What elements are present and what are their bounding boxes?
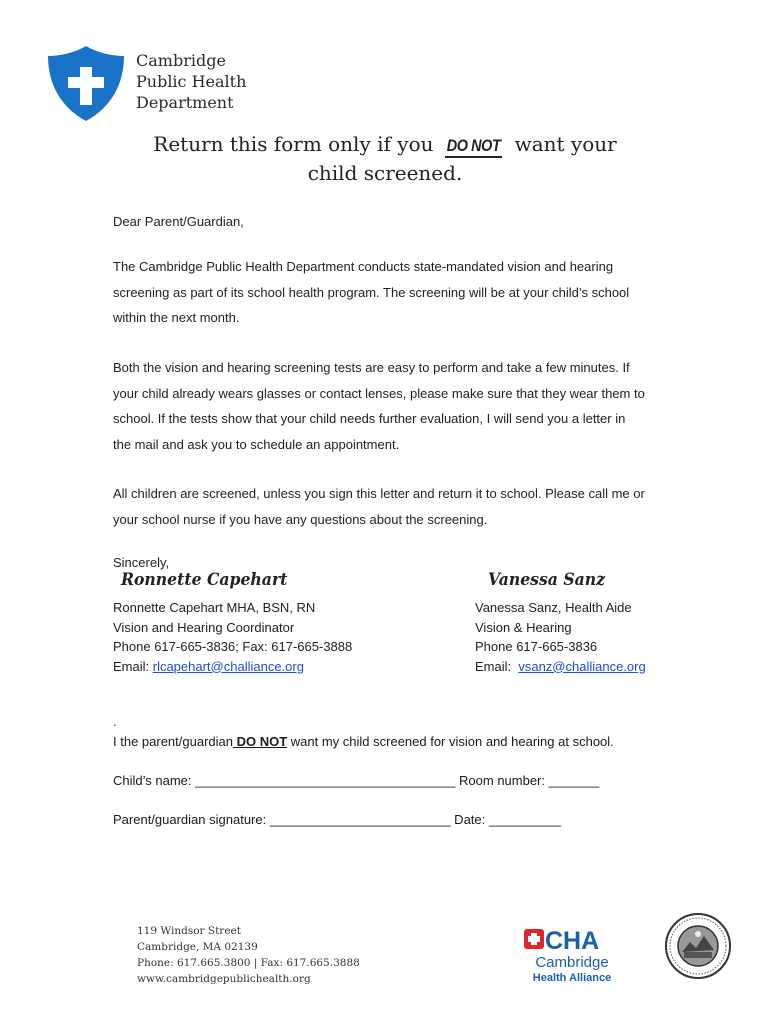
paragraph-2: Both the vision and hearing screening tests are easy to perform and take a few minutes. If your child already wears glasses or contact lenses, please make sure that they wear them to school. If the tests show that your child needs further evaluation, I will send you a letter in the mail and ask you to schedule an appointment. xyxy=(113,360,645,452)
heading-emphasis: DO NOT xyxy=(445,136,502,158)
signer-name: Ronnette Capehart MHA, BSN, RN xyxy=(113,600,316,615)
org-name: Cambridge Public Health Department xyxy=(136,51,247,112)
email-link-sanz[interactable]: vsanz@challiance.org xyxy=(518,658,646,674)
form-heading xyxy=(0,130,770,188)
signer-title: Vision & Hearing xyxy=(475,619,572,635)
heading-text-after: want your xyxy=(514,132,617,156)
signer-email-row: Email: rlcapehart@challiance.org xyxy=(113,658,304,674)
parent-signature-field[interactable]: Parent/guardian signature: _________________________ Date: __________ xyxy=(113,812,562,827)
contact-block-sanz xyxy=(475,598,646,676)
signature-sanz: Vanessa Sanz xyxy=(488,570,606,590)
city-seal-icon xyxy=(664,912,732,980)
signer-title: Vision and Hearing Coordinator xyxy=(113,619,295,635)
closing: Sincerely, xyxy=(113,555,170,570)
child-name-field[interactable]: Child’s name: ____________________________________ Room number: _______ xyxy=(113,773,600,788)
heading-line-2: child screened. xyxy=(307,161,463,185)
signature-capehart: Ronnette Capehart xyxy=(121,570,288,590)
cha-line-2: Health Alliance xyxy=(532,972,612,984)
paragraph-1: The Cambridge Public Health Department conducts state-mandated vision and hearing screening as part of its school health program. The screening will be at your child’s school within the next month. xyxy=(113,259,630,325)
cha-logo-icon xyxy=(522,925,622,987)
optout-statement: I the parent/guardian DO NOT want my child screened for vision and hearing at school. xyxy=(113,734,614,749)
salutation: Dear Parent/Guardian, xyxy=(113,214,244,229)
signer-phone: Phone 617-665-3836 xyxy=(475,639,598,654)
cha-mark: CHA xyxy=(545,927,600,955)
signer-email-row: Email: vsanz@challiance.org xyxy=(475,658,646,674)
shield-cross-icon xyxy=(44,43,128,123)
signer-name: Vanessa Sanz, Health Aide xyxy=(475,600,632,615)
cha-line-1: Cambridge xyxy=(535,954,609,971)
separator-dot: . xyxy=(113,714,117,729)
optout-emphasis: DO NOT xyxy=(232,734,288,749)
footer-address: 119 Windsor Street Cambridge, MA 02139 Phone: 617.665.3800 | Fax: 617.665.3888 www.cambridgepublichealth.org xyxy=(137,925,360,985)
signer-phone: Phone 617-665-3836; Fax: 617-665-3888 xyxy=(113,639,353,654)
heading-text: Return this form only if you xyxy=(153,132,434,156)
paragraph-3: All children are screened, unless you sign this letter and return it to school. Please call me or your school nurse if you have any questions about the screening. xyxy=(113,486,645,527)
email-link-capehart[interactable]: rlcapehart@challiance.org xyxy=(152,658,304,674)
contact-block-capehart xyxy=(113,598,352,676)
